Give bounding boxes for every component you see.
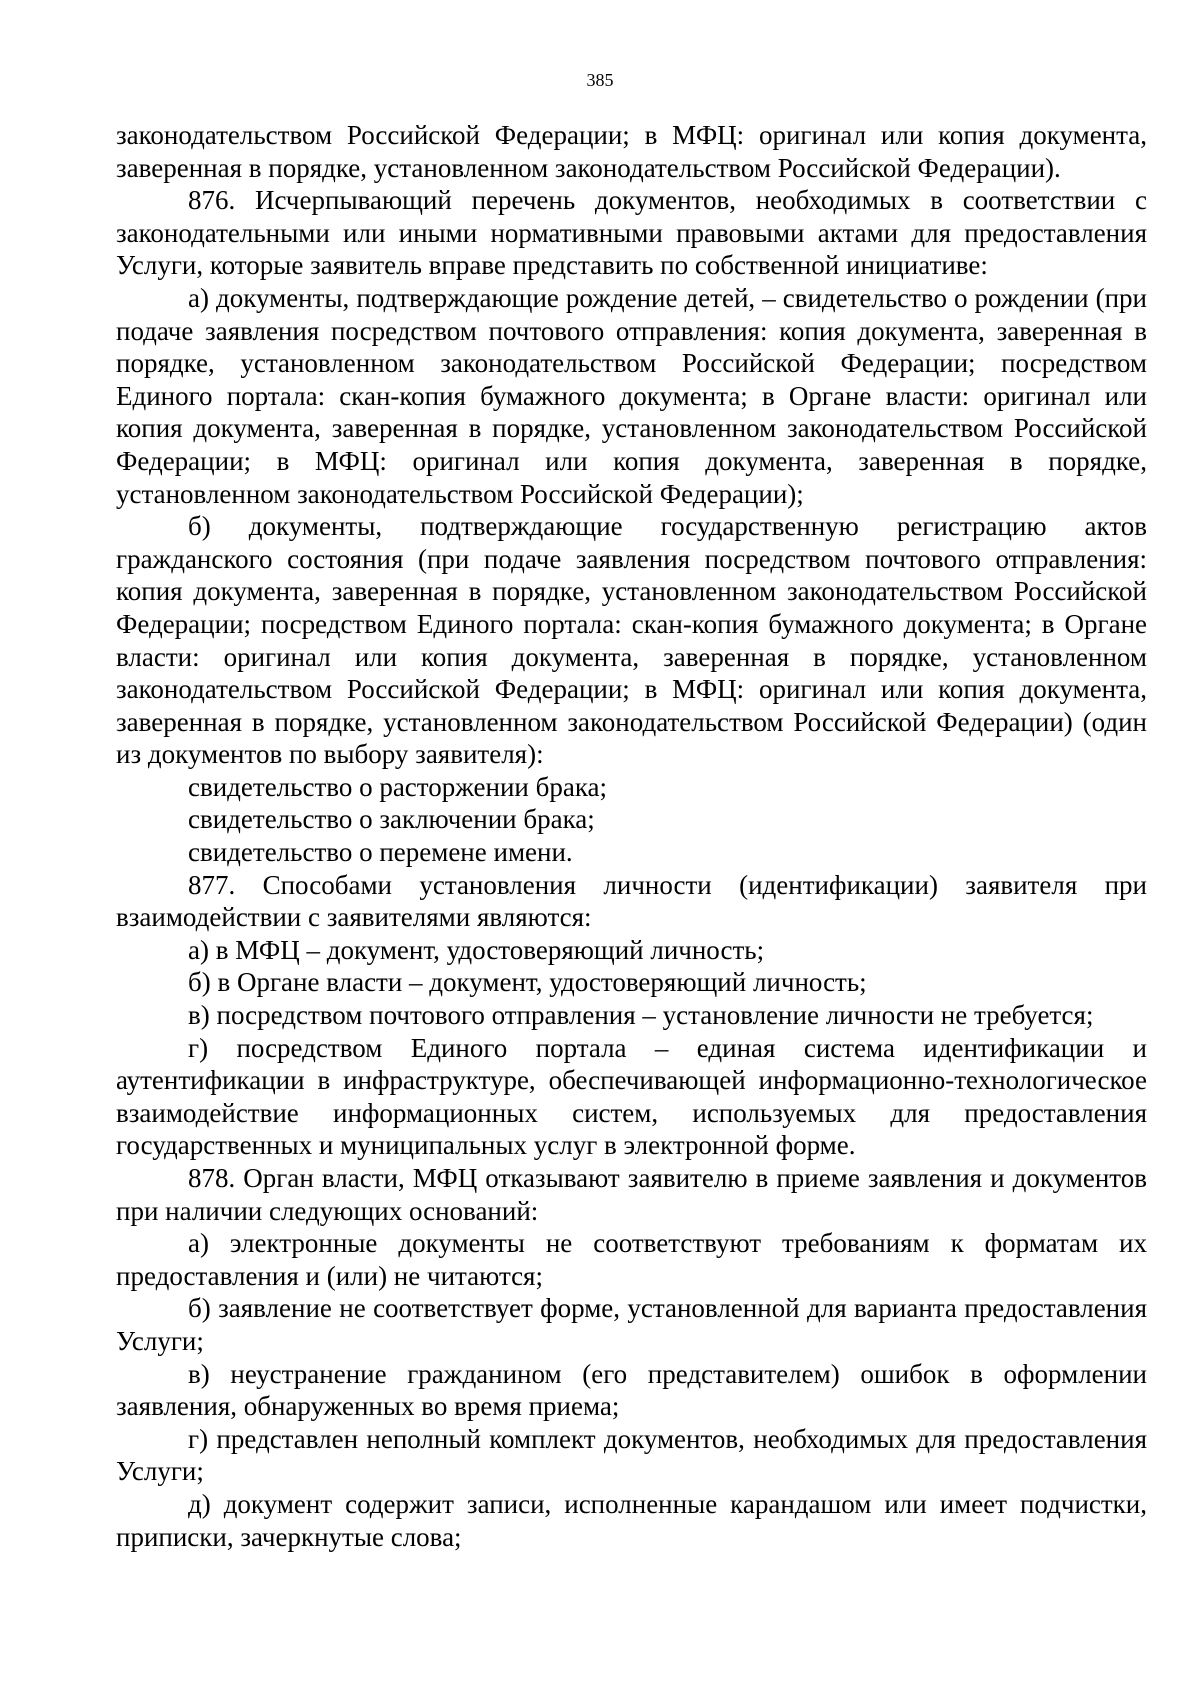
paragraph-878: 878. Орган власти, МФЦ отказывают заявителю в приеме заявления и документов при наличии следующих оснований: — [116, 1163, 1147, 1226]
paragraph-876: 876. Исчерпывающий перечень документов, необходимых в соответствии с законодательными или иными нормативными правовыми актами для предоставления Услуги, которые заявитель вправе представить по собственной инициативе: — [116, 185, 1147, 281]
list-item-marriage-certificate: свидетельство о заключении брака; — [188, 804, 595, 835]
paragraph-878-g: г) представлен неполный комплект документов, необходимых для предоставления Услуги; — [116, 1423, 1147, 1487]
paragraph-876-a: а) документы, подтверждающие рождение детей, – свидетельство о рождении (при подаче заявления посредством почтового отправления: копия документа, заверенная в порядке, установленном законодательством Российской Федерации; посредством Единого портала: скан-копия бумажного документа; в Органе власти: оригинал или копия документа, заверенная в порядке, установленном законодательством Российской Федерации; в МФЦ: оригинал или копия документа, заверенная в порядке, установленном законодательством Российской Федерации); — [116, 282, 1147, 509]
list-item-divorce-certificate: свидетельство о расторжении брака; — [188, 771, 608, 802]
paragraph-877-b: б) в Органе власти – документ, удостоверяющий личность; — [188, 967, 867, 998]
paragraph-877-a: а) в МФЦ – документ, удостоверяющий личность; — [188, 934, 765, 965]
list-item-name-change-certificate: свидетельство о перемене имени. — [188, 837, 573, 868]
paragraph-878-a: а) электронные документы не соответствуют требованиям к форматам их предоставления и (или) не читаются; — [116, 1228, 1147, 1291]
paragraph-878-v: в) неустранение гражданином (его представителем) ошибок в оформлении заявления, обнаруженных во время приема; — [116, 1358, 1147, 1422]
paragraph-878-b: б) заявление не соответствует форме, установленной для варианта предоставления Услуги; — [116, 1293, 1147, 1356]
page-number: 385 — [586, 70, 614, 90]
paragraph-878-d: д) документ содержит записи, исполненные карандашом или имеет подчистки, приписки, зачеркнутые слова; — [116, 1488, 1147, 1552]
paragraph-877-g: г) посредством Единого портала – единая система идентификации и аутентификации в инфраструктуре, обеспечивающей информационно-технологическое взаимодействие информационных систем, используемых для предоставления государственных и муниципальных услуг в электронной форме. — [116, 1032, 1147, 1161]
paragraph-876-b: б) документы, подтверждающие государственную регистрацию актов гражданского состояния (при подаче заявления посредством почтового отправления: копия документа, заверенная в порядке, установленном законодательством Российской Федерации; посредством Единого портала: скан-копия бумажного документа; в Органе власти: оригинал или копия документа, заверенная в порядке, установленном законодательством Российской Федерации; в МФЦ: оригинал или копия документа, заверенная в порядке, установленном законодательством Российской Федерации) (один из документов по выбору заявителя): — [116, 511, 1147, 770]
paragraph-continuation: законодательством Российской Федерации; в МФЦ: оригинал или копия документа, заверенная в порядке, установленном законодательством Российской Федерации). — [116, 120, 1147, 183]
document-body — [116, 119, 1147, 1553]
paragraph-877-v: в) посредством почтового отправления – установление личности не требуется; — [188, 1000, 1094, 1031]
paragraph-877: 877. Способами установления личности (идентификации) заявителя при взаимодействии с заявителями являются: — [116, 869, 1147, 933]
